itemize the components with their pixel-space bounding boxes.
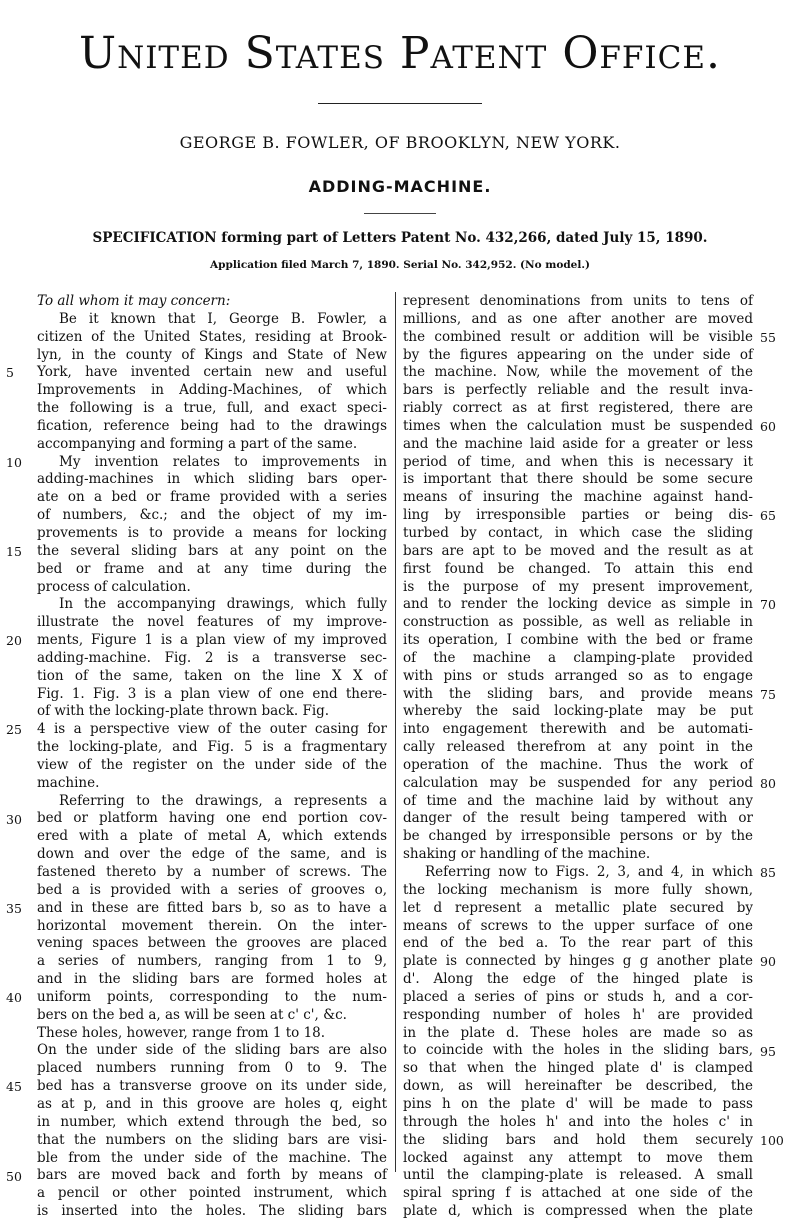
text-line: My invention relates to improvements in [59,453,387,470]
line-number: 60 [760,418,776,434]
text-line: means of screws to the upper surface of one [403,917,753,934]
text-line: through the holes h' and into the holes c' in [403,1113,753,1130]
line-number: 70 [760,597,776,613]
text-line: accompanying and forming a part of the same. [37,435,358,452]
text-line: Referring now to Figs. 2, 3, and 4, in which [425,864,753,880]
text-line: vening spaces between the grooves are placed [37,935,387,952]
text-line: into engagement therewith and be automati- [403,721,753,738]
text-line: lyn, in the county of Kings and State of New [37,346,387,363]
line-number: 90 [760,954,776,970]
text-line: and in the sliding bars are formed holes at [37,971,387,988]
text-line: cally released therefrom at any point in the [403,739,753,756]
text-line: with the sliding bars, and provide means [403,685,753,702]
text-line: and the machine laid aside for a greater or less [403,435,753,452]
text-line: Be it known that I, George B. Fowler, a [59,310,387,327]
text-line: and to render the locking device as simple in [403,596,753,613]
text-line: ble from the under side of the machine. The [37,1149,387,1166]
text-line: down and over the edge of the same, and is [37,846,387,863]
text-line: Improvements in Adding-Machines, of which [37,382,387,399]
text-line: a series of numbers, ranging from 1 to 9, [37,953,387,970]
text-line: with pins or studs arranged so as to engage [403,667,753,684]
text-line: responding number of holes h' are provided [403,1006,753,1023]
text-line: is inserted into the holes. The sliding bars [37,1203,387,1220]
line-number: 55 [760,329,776,345]
text-line: bars are apt to be moved and the result as at [403,542,753,559]
text-line: so that when the hinged plate d' is clamped [403,1060,753,1077]
text-line: ling by irresponsible parties or being dis- [403,507,753,524]
column-divider [395,292,396,1172]
text-line: of numbers, &c.; and the object of my im- [37,507,387,524]
text-line: horizontal movement therein. On the inter- [37,917,387,934]
line-number: 65 [760,508,776,524]
line-number: 50 [6,1168,22,1184]
text-line: times when the calculation must be suspended [403,417,753,434]
line-number: 85 [760,865,776,881]
text-line: bed or platform having one end portion cov- [37,810,387,827]
text-line: Fig. 1. Fig. 3 is a plan view of one end there- [37,685,387,702]
text-line: let d represent a metallic plate secured by [403,899,753,916]
text-line: fastened thereto by a number of screws. The [37,864,387,880]
text-line: down, as will hereinafter be described, the [403,1078,753,1095]
line-number: 10 [6,454,22,470]
text-line: bars are moved back and forth by means of [37,1167,387,1184]
text-line: bed has a transverse groove on its under side, [37,1078,387,1095]
text-line: spiral spring f is attached at one side of the [403,1185,753,1202]
text-line: pins h on the plate d' will be made to pass [403,1095,753,1112]
text-line: of time and the machine laid by without any [403,792,753,809]
text-line: tion of the same, taken on the line X X of [37,667,387,684]
text-line: the locking mechanism is more fully shown, [403,881,753,898]
text-line: adding-machines in which sliding bars oper- [37,471,387,488]
text-line: as at p, and in this groove are holes q, eight [37,1095,387,1112]
right-text-column [403,293,753,1221]
text-line: ate on a bed or frame provided with a series [37,489,387,506]
text-line: shaking or handling of the machine. [403,846,651,863]
text-line: the sliding bars and hold them securely [403,1131,753,1148]
text-line: to coincide with the holes in the sliding bars, [403,1042,753,1059]
line-number: 100 [760,1132,784,1148]
text-line: adding-machine. Fig. 2 is a transverse sec- [37,649,387,666]
text-line: process of calculation. [37,578,191,595]
text-line: view of the register on the under side of the [37,756,387,773]
text-line: On the under side of the sliding bars are also [37,1042,387,1059]
text-line: means of insuring the machine against hand- [403,489,753,506]
text-line: turbed by contact, in which case the sliding [403,524,753,541]
text-line: machine. [37,774,100,791]
text-line: by the figures appearing on the under side of [403,346,753,363]
text-line: represent denominations from units to tens of [403,293,753,309]
line-number: 25 [6,722,22,738]
text-line: of the machine a clamping-plate provided [403,649,753,666]
text-line: Referring to the drawings, a represents a [59,792,387,809]
text-line: plate d, which is compressed when the plate [403,1203,753,1220]
text-line: is important that there should be some secure [403,471,753,488]
line-number: 80 [760,775,776,791]
text-line: the locking-plate, and Fig. 5 is a fragmentary [37,739,387,756]
text-line: operation of the machine. Thus the work of [403,756,753,773]
text-line: the several sliding bars at any point on the [37,542,387,559]
text-line: end of the bed a. To the rear part of this [403,935,753,952]
text-line: In the accompanying drawings, which fully [59,596,387,613]
text-line: the combined result or addition will be visible [403,328,753,345]
text-line: its operation, I combine with the bed or frame [403,632,753,649]
text-line: is the purpose of my present improvement, [403,578,753,595]
text-line: bed a is provided with a series of grooves o, [37,881,387,898]
line-number: 15 [6,543,22,559]
line-number: 95 [760,1043,776,1059]
invention-title: ADDING-MACHINE. [308,177,492,196]
text-line: These holes, however, range from 1 to 18. [37,1024,326,1041]
header-divider [318,103,482,104]
text-line: placed numbers running from 0 to 9. The [37,1060,387,1077]
text-line: and in these are fitted bars b, so as to have a [37,899,387,916]
text-line: citizen of the United States, residing at Brook- [37,328,387,345]
text-line: locked against any attempt to move them [403,1149,753,1166]
text-line: whereby the said locking-plate may be put [403,703,753,720]
text-line: danger of the result being tampered with or [403,810,753,827]
text-line: until the clamping-plate is released. A small [403,1167,753,1184]
text-line: the machine. Now, while the movement of the [403,364,753,381]
line-number: 75 [760,686,776,702]
line-number: 40 [6,990,22,1006]
text-line: bers on the bed a, as will be seen at c' c', &c. [37,1006,347,1023]
line-number: 30 [6,811,22,827]
text-line: provements is to provide a means for locking [37,524,387,541]
text-line: the following is a true, full, and exact speci- [37,400,387,417]
text-line: in number, which extend through the bed, so [37,1113,387,1130]
line-number: 5 [6,365,14,381]
text-line: illustrate the novel features of my improve- [37,614,387,631]
title-divider [364,213,436,214]
text-line: of with the locking-plate thrown back. Fig. [37,703,330,720]
text-line: ered with a plate of metal A, which extends [37,828,387,845]
text-line: ments, Figure 1 is a plan view of my improved [37,632,387,649]
text-line: that the numbers on the sliding bars are visi- [37,1131,387,1148]
text-line: uniform points, corresponding to the num- [37,988,387,1005]
text-line: first found be changed. To attain this end [403,560,753,577]
text-line: construction as possible, as well as reliable in [403,614,753,631]
left-text-column [37,293,387,1221]
line-number: 20 [6,633,22,649]
text-line: a pencil or other pointed instrument, which [37,1185,387,1202]
text-line: placed a series of pins or studs h, and a cor- [403,988,753,1005]
filing-line: Application filed March 7, 1890. Serial No. 342,952. (No model.) [210,259,590,271]
text-line: plate is connected by hinges g g another plate [403,953,753,970]
text-line: York, have invented certain new and useful [37,364,387,381]
text-line: bed or frame and at any time during the [37,560,387,577]
line-number: 35 [6,900,22,916]
inventor-line: GEORGE B. FOWLER, OF BROOKLYN, NEW YORK. [179,133,621,152]
text-line: To all whom it may concern: [37,293,231,309]
text-line: in the plate d. These holes are made so as [403,1024,753,1041]
specification-line: SPECIFICATION forming part of Letters Patent No. 432,266, dated July 15, 1890. [92,230,708,246]
line-number: 45 [6,1079,22,1095]
text-line: d'. Along the edge of the hinged plate is [403,971,753,988]
patent-office-heading: United States Patent Office. [78,28,721,79]
text-line: be changed by irresponsible persons or by the [403,828,753,845]
text-line: bars is perfectly reliable and the result inva- [403,382,753,399]
text-line: millions, and as one after another are moved [403,310,753,327]
text-line: calculation may be suspended for any period [403,774,753,791]
text-line: 4 is a perspective view of the outer casing for [37,721,387,738]
text-line: fication, reference being had to the drawings [37,417,387,434]
text-line: period of time, and when this is necessary it [403,453,753,470]
text-line: riably correct as at first registered, there are [403,400,753,417]
